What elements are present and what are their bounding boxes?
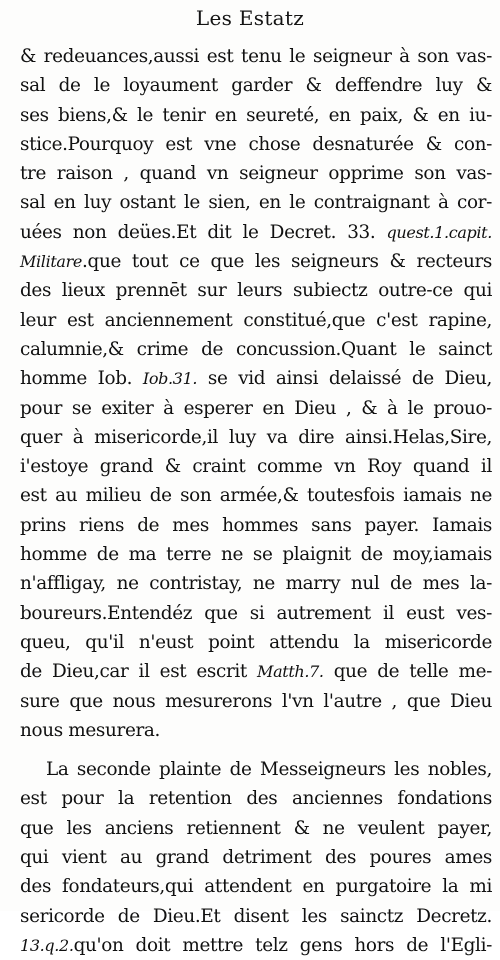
text-segment: nous mesurera. bbox=[20, 719, 161, 741]
text-segment: ses biens,& le tenir en seureté, en paix, & en iu- bbox=[20, 104, 492, 126]
text-segment: des fondateurs,qui attendent en purgatoire la mi bbox=[20, 876, 492, 898]
text-line bbox=[20, 306, 492, 335]
text-segment: sal en luy ostant le sien, en le contraignant à cor- bbox=[20, 192, 492, 214]
text-segment: que les anciens retiennent & ne veulent payer, bbox=[20, 817, 492, 839]
text-segment: boureurs.Entendéz que si autrement il eust ves- bbox=[20, 602, 492, 624]
text-line bbox=[20, 755, 492, 784]
text-segment: calumnie,& crime de concussion.Quant le sainct bbox=[20, 338, 492, 360]
text-segment: n'affligay, ne contristay, ne marry nul de mes la- bbox=[20, 573, 492, 595]
text-segment: sericorde de Dieu.Et disent les sainctz Decretz. bbox=[20, 905, 492, 927]
text-segment: tre raison , quand vn seigneur opprime son vas- bbox=[20, 163, 492, 185]
text-segment: .que tout ce que les seigneurs & recteurs bbox=[82, 251, 492, 273]
text-segment: sal de le loyaument garder & deffendre luy & bbox=[20, 75, 492, 97]
text-line bbox=[20, 628, 492, 657]
text-line bbox=[20, 843, 492, 872]
text-segment: qui vient au grand detriment des poures ames bbox=[20, 847, 492, 869]
text-line bbox=[20, 511, 492, 540]
text-segment: prins riens de mes hommes sans payer. Iamais bbox=[20, 514, 492, 536]
text-segment: quer à misericorde,il luy va dire ainsi.Helas,Sire, bbox=[20, 426, 492, 448]
text-line bbox=[20, 218, 492, 247]
text-line bbox=[20, 481, 492, 510]
text-segment: est au milieu de son armée,& toutesfois iamais ne bbox=[20, 485, 492, 507]
text-line bbox=[20, 394, 492, 423]
text-segment: leur est anciennement constitué,que c'est rapine, bbox=[20, 309, 492, 331]
text-line bbox=[20, 452, 492, 481]
text-segment: des lieux prennēt sur leurs subiectz outre-ce qui bbox=[20, 280, 492, 302]
text-line bbox=[20, 540, 492, 569]
text-line bbox=[20, 130, 492, 159]
citation-italic: Militare bbox=[20, 252, 83, 272]
text-line bbox=[20, 71, 492, 100]
citation-italic: Matth.7. bbox=[257, 662, 324, 682]
body-text bbox=[20, 42, 492, 960]
text-line bbox=[20, 188, 492, 217]
text-line bbox=[20, 159, 492, 188]
text-line bbox=[20, 101, 492, 130]
text-segment: que de telle me- bbox=[323, 661, 492, 683]
text-line bbox=[20, 276, 492, 305]
text-line bbox=[20, 872, 492, 901]
citation-italic: 13.q.2. bbox=[20, 935, 74, 955]
text-line bbox=[20, 687, 492, 716]
text-line bbox=[20, 364, 492, 393]
text-segment: i'estoye grand & craint comme vn Roy quand il bbox=[20, 456, 492, 478]
text-line bbox=[20, 657, 492, 686]
citation-italic: Iob.31. bbox=[142, 369, 198, 389]
text-line bbox=[20, 42, 492, 71]
text-segment: qu'on doit mettre telz gens hors de l'Egli- bbox=[73, 934, 492, 956]
running-head: Les Estatz bbox=[195, 6, 305, 30]
text-line bbox=[20, 569, 492, 598]
text-segment: homme de ma terre ne se plaignit de moy,iamais bbox=[20, 544, 492, 566]
citation-italic: quest.1.capit. bbox=[386, 222, 492, 242]
text-segment: sure que nous mesurerons l'vn l'autre , que Dieu bbox=[20, 690, 492, 712]
text-segment: de Dieu,car il est escrit bbox=[20, 661, 258, 683]
text-segment: & redeuances,aussi est tenu le seigneur à son vas- bbox=[20, 46, 492, 67]
text-segment: est pour la retention des anciennes fondations bbox=[20, 788, 492, 810]
text-segment: La seconde plainte de Messeigneurs les nobles, bbox=[46, 759, 492, 781]
text-segment: pour se exiter à esperer en Dieu , & à le prouo- bbox=[20, 397, 492, 419]
text-segment: se vid ainsi delaissé de Dieu, bbox=[197, 368, 492, 390]
text-line bbox=[20, 902, 492, 931]
text-line bbox=[20, 814, 492, 843]
text-segment: uées non deües.Et dit le Decret. 33. bbox=[20, 221, 387, 243]
text-segment: queu, qu'il n'eust point attendu la misericorde bbox=[20, 631, 492, 653]
text-line bbox=[20, 716, 492, 745]
text-line bbox=[20, 599, 492, 628]
text-line bbox=[20, 784, 492, 813]
text-segment: homme Iob. bbox=[20, 368, 143, 390]
text-line bbox=[20, 247, 492, 276]
text-segment: stice.Pourquoy est vne chose desnaturée & con- bbox=[20, 133, 492, 155]
text-line bbox=[20, 931, 492, 960]
text-line bbox=[20, 335, 492, 364]
text-line bbox=[20, 423, 492, 452]
